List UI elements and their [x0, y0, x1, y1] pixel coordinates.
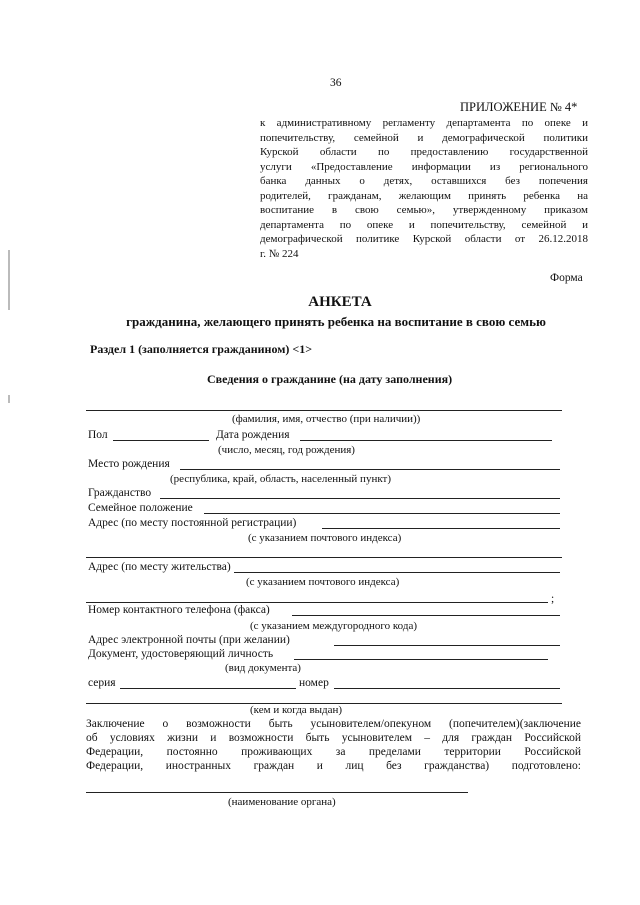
live-address-line[interactable]: [234, 572, 560, 573]
number-label: номер: [299, 677, 329, 689]
page-number: 36: [330, 77, 342, 89]
conclusion-line: Федерации, иностранных граждан и лиц без гражданства) подготовлено:: [86, 760, 581, 772]
live-address-label: Адрес (по месту жительства): [88, 561, 231, 573]
semicolon: ;: [551, 593, 555, 605]
scan-artifact: [8, 395, 10, 403]
fio-hint: (фамилия, имя, отчество (при наличии)): [232, 413, 421, 425]
appendix-line: демографической политике Курской области от 26.12.2018: [260, 233, 588, 245]
gender-line[interactable]: [113, 440, 209, 441]
form-label: Форма: [550, 272, 583, 284]
section-heading: Раздел 1 (заполняется гражданином) <1>: [90, 342, 313, 356]
appendix-title: ПРИЛОЖЕНИЕ № 4*: [460, 100, 578, 114]
marital-status-line[interactable]: [204, 513, 560, 514]
fio-line[interactable]: [86, 410, 562, 411]
conclusion-line: Заключение о возможности быть усыновителем/опекуном (попечителем)(заключение: [86, 718, 581, 730]
conclusion-paragraph: [86, 717, 581, 773]
citizenship-line[interactable]: [160, 498, 560, 499]
organ-line[interactable]: [86, 792, 468, 793]
birth-place-hint: (республика, край, область, населенный пункт): [170, 473, 391, 485]
email-line[interactable]: [334, 645, 560, 646]
birth-place-line[interactable]: [180, 469, 560, 470]
series-line[interactable]: [120, 688, 296, 689]
birth-date-hint: (число, месяц, год рождения): [218, 444, 355, 456]
info-heading: Сведения о гражданине (на дату заполнения): [207, 372, 453, 386]
number-line[interactable]: [334, 688, 560, 689]
birth-date-line[interactable]: [300, 440, 552, 441]
gender-label: Пол: [88, 429, 108, 441]
document-title: АНКЕТА: [308, 294, 372, 310]
appendix-line: к административному регламенту департамента по опеке и: [260, 117, 588, 129]
appendix-line: Курской области по предоставлению государственной: [260, 146, 588, 158]
document-subtitle: гражданина, желающего принять ребенка на воспитание в свою семью: [126, 314, 546, 329]
id-doc-label: Документ, удостоверяющий личность: [88, 648, 274, 660]
conclusion-line: об условиях жизни и возможности быть усыновителем – для граждан Российской: [86, 732, 581, 744]
reg-address-line-2[interactable]: [86, 557, 562, 558]
reg-address-line[interactable]: [322, 528, 560, 529]
appendix-line: г. № 224: [260, 247, 299, 260]
appendix-line: департамента по опеке и попечительству, семейной и: [260, 218, 588, 231]
id-doc-hint: (вид документа): [225, 662, 301, 674]
postal-hint-2: (с указанием почтового индекса): [246, 576, 400, 588]
appendix-line: воспитание в свою семью», утвержденному приказом: [260, 204, 588, 216]
appendix-line: попечительству, семейной и демографической политики: [260, 131, 588, 144]
phone-line[interactable]: [292, 615, 560, 616]
birth-date-label: Дата рождения: [216, 429, 290, 441]
id-doc-line[interactable]: [294, 659, 548, 660]
appendix-text: [260, 116, 588, 261]
issued-hint: (кем и когда выдан): [250, 704, 343, 716]
email-label: Адрес электронной почты (при желании): [88, 634, 290, 646]
appendix-line: банка данных о детях, оставшихся без попечения: [260, 175, 588, 187]
appendix-line: услуги «Предоставление информации из регионального: [260, 160, 588, 173]
birth-place-label: Место рождения: [88, 458, 170, 470]
phone-label: Номер контактного телефона (факса): [88, 604, 270, 616]
appendix-line: родителей, гражданам, желающим принять ребенка на: [260, 189, 588, 202]
organ-hint: (наименование органа): [228, 796, 336, 808]
postal-hint-1: (с указанием почтового индекса): [248, 532, 402, 544]
series-label: серия: [88, 677, 116, 689]
phone-hint: (с указанием междугородного кода): [250, 620, 417, 632]
conclusion-line: Федерации, постоянно проживающих за пределами территории Российской: [86, 746, 581, 758]
citizenship-label: Гражданство: [88, 487, 152, 499]
marital-status-label: Семейное положение: [88, 502, 193, 514]
reg-address-label: Адрес (по месту постоянной регистрации): [88, 517, 297, 529]
